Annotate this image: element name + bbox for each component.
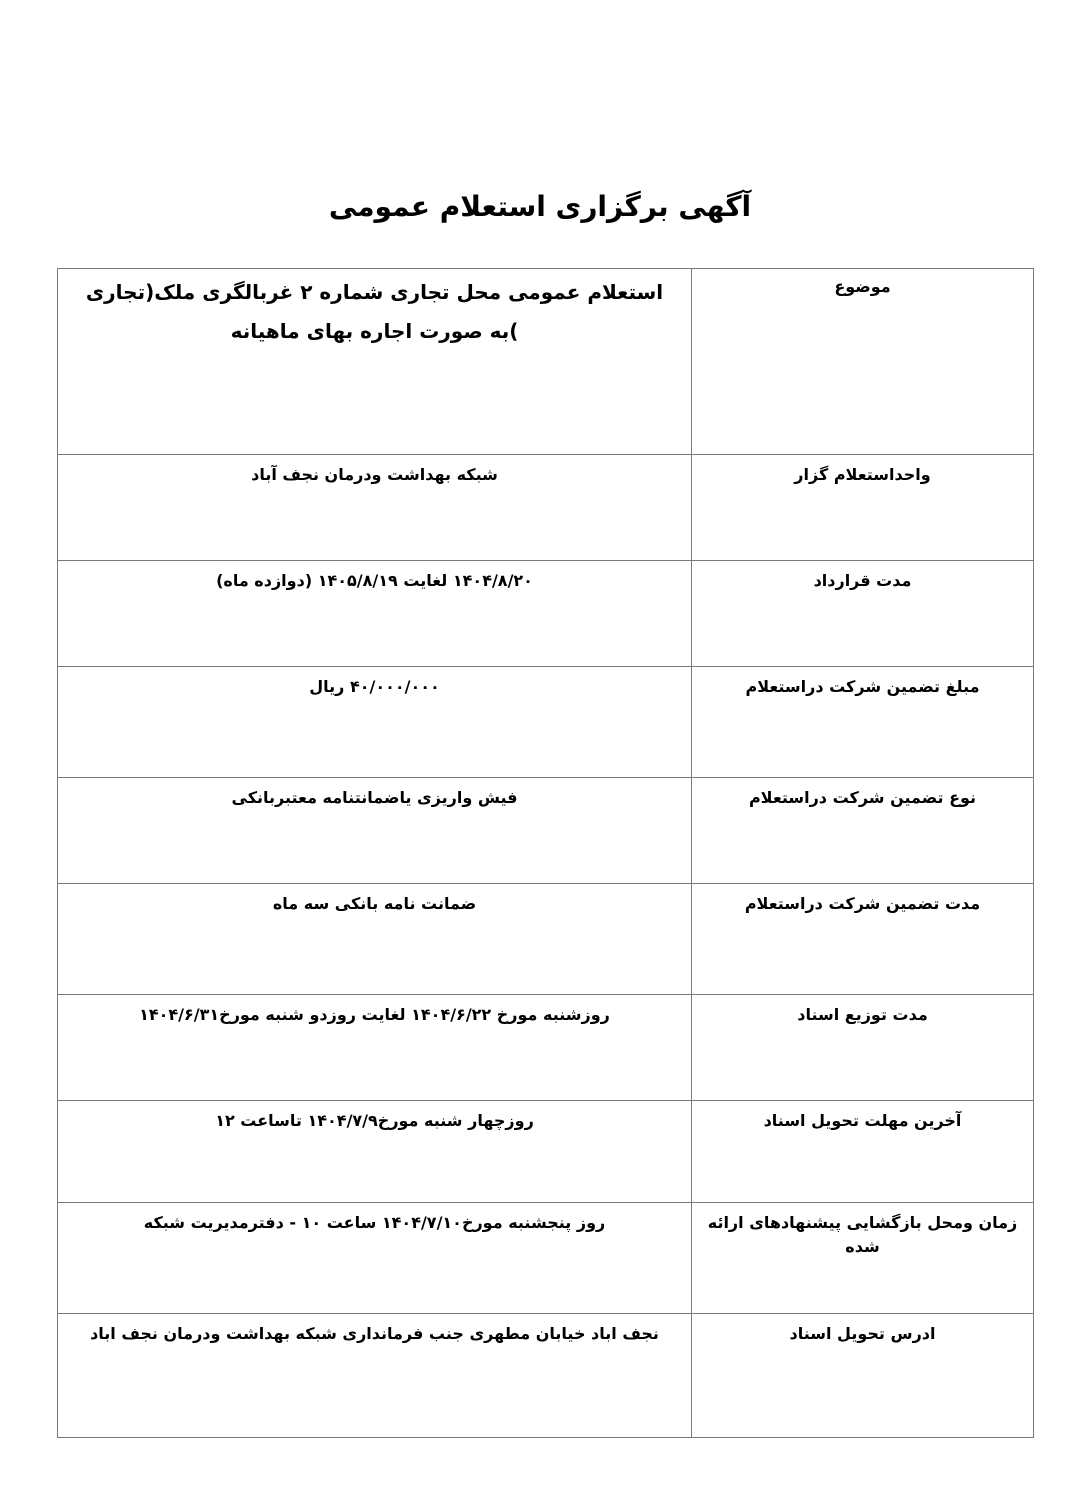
row-value: روزشنبه مورخ ۱۴۰۴/۶/۲۲ لغایت روزدو شنبه مورخ۱۴۰۴/۶/۳۱: [58, 995, 692, 1101]
row-value: فیش واریزی یاضمانتنامه معتبربانکی: [58, 778, 692, 884]
row-label: واحداستعلام گزار: [692, 455, 1034, 561]
table-row-document-distribution: [58, 995, 1034, 1101]
notice-table: [57, 268, 1034, 1438]
table-row-organizer: [58, 455, 1034, 561]
table-row-subject: [58, 269, 1034, 455]
table-row-opening-time-place: [58, 1203, 1034, 1314]
table-row-guarantee-amount: [58, 667, 1034, 778]
row-label: ادرس تحویل اسناد: [692, 1314, 1034, 1438]
row-value: شبکه بهداشت ودرمان نجف آباد: [58, 455, 692, 561]
row-label: زمان ومحل بازگشایی پیشنهادهای ارائه شده: [692, 1203, 1034, 1314]
table-row-guarantee-duration: [58, 884, 1034, 995]
row-value: استعلام عمومی محل تجاری شماره ۲ غربالگری ملک(تجاری )به صورت اجاره بهای ماهیانه: [58, 269, 692, 455]
row-label: موضوع: [692, 269, 1034, 455]
row-value: نجف اباد خیابان مطهری جنب فرمانداری شبکه بهداشت ودرمان نجف اباد: [58, 1314, 692, 1438]
row-label: مدت قرارداد: [692, 561, 1034, 667]
page-title: آگهی برگزاری استعلام عمومی: [328, 190, 752, 223]
table-row-submission-deadline: [58, 1101, 1034, 1203]
row-label: مدت توزیع اسناد: [692, 995, 1034, 1101]
row-label: مدت تضمین شرکت دراستعلام: [692, 884, 1034, 995]
row-value: ضمانت نامه بانکی سه ماه: [58, 884, 692, 995]
row-label: آخرین مهلت تحویل اسناد: [692, 1101, 1034, 1203]
table-row-delivery-address: [58, 1314, 1034, 1438]
row-value: ۱۴۰۴/۸/۲۰ لغایت ۱۴۰۵/۸/۱۹ (دوازده ماه): [58, 561, 692, 667]
row-label: نوع تضمین شرکت دراستعلام: [692, 778, 1034, 884]
table-row-contract-duration: [58, 561, 1034, 667]
row-value: روز پنجشنبه مورخ۱۴۰۴/۷/۱۰ ساعت ۱۰ - دفترمدیریت شبکه: [58, 1203, 692, 1314]
row-value: روزچهار شنبه مورخ۱۴۰۴/۷/۹ تاساعت ۱۲: [58, 1101, 692, 1203]
row-value: ۴۰/۰۰۰/۰۰۰ ریال: [58, 667, 692, 778]
row-label: مبلغ تضمین شرکت دراستعلام: [692, 667, 1034, 778]
table-row-guarantee-type: [58, 778, 1034, 884]
